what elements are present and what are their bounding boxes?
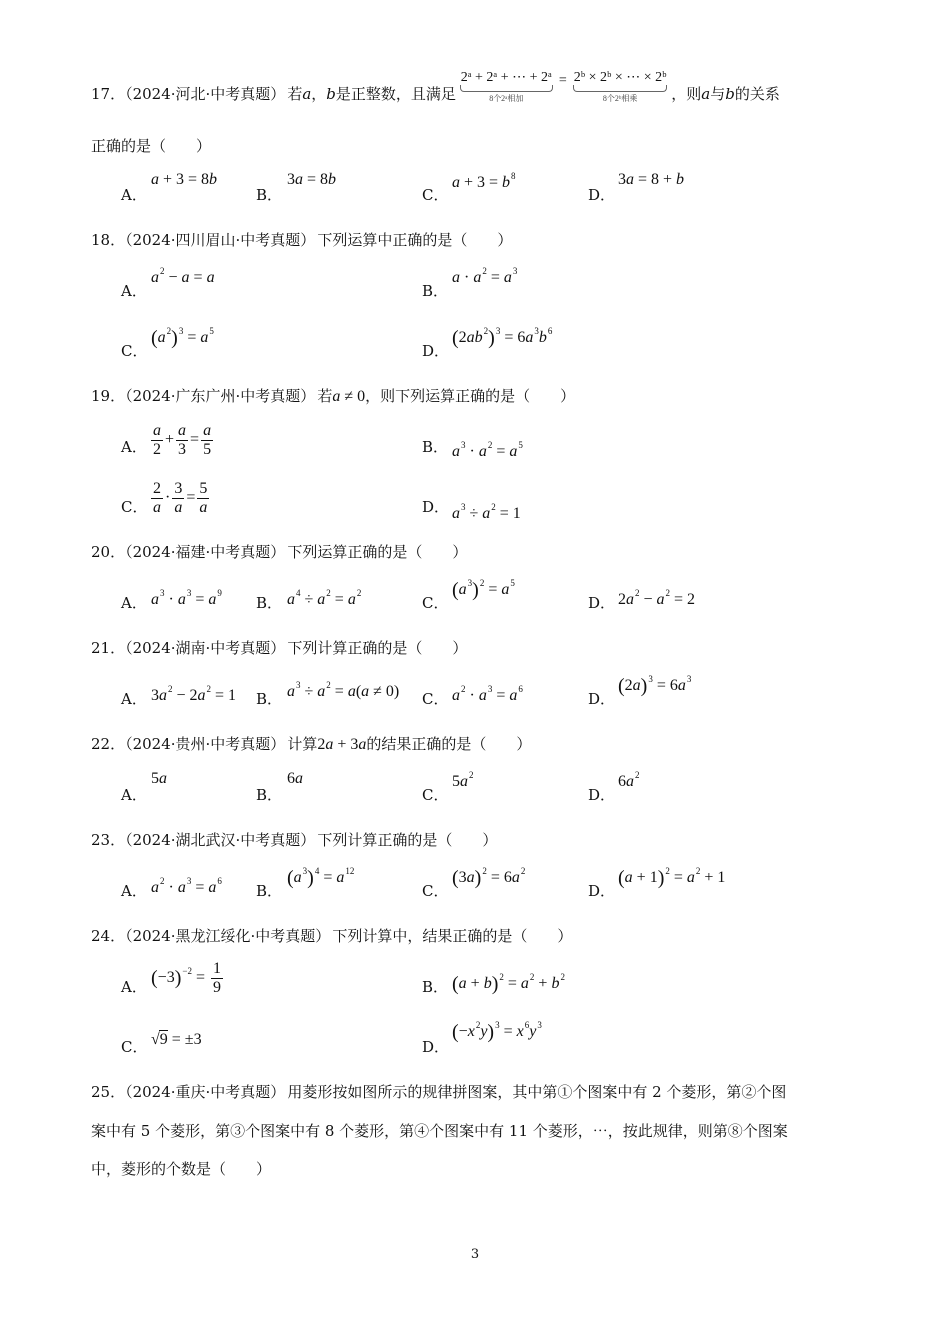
option-label: C． — [422, 882, 449, 900]
option-label: A． — [121, 282, 147, 300]
option-a[interactable]: $(-3)^{-2}$ = $\frac{1}{9}$ — [151, 960, 221, 996]
option-label: A． — [121, 186, 147, 204]
option-d[interactable]: 3a = 8 + b — [618, 171, 685, 188]
option-label: B． — [256, 594, 283, 612]
question-number: 17． — [91, 85, 126, 103]
option-c[interactable]: $(3a)^2 = 6a^2$ — [452, 866, 526, 889]
question-25-line-2: 案中有 5 个菱形，第③个图案中有 8 个菱形，第④个图案中有 11 个菱形，⋯，按此规律，则第⑧个图案 — [91, 1122, 788, 1140]
option-b[interactable]: $a^3 \cdot a^2 = a^5$ — [452, 440, 523, 460]
question-17: 17．（2024·河北·中考真题） 若a，b是正整数，且满足 2ᵃ + 2ᵃ + ⋯ + 2ᵃ 8个2ᵃ相加 = 2ᵇ × 2ᵇ × ⋯ × 2ᵇ 8个2ᵇ相乘 ，则a与b的关系 — [91, 70, 780, 103]
option-label: C． — [422, 786, 449, 804]
option-c[interactable]: $(a^2)^3 = a^5$ — [151, 326, 214, 349]
question-number: 20． — [91, 543, 126, 561]
option-c[interactable]: $a + 3 = b^8$ — [452, 171, 516, 191]
option-label: C． — [422, 186, 449, 204]
option-d[interactable]: $(2a)^3 = 6a^3$ — [618, 674, 692, 697]
option-label: D． — [422, 498, 450, 516]
lhs-underbrace: 2ᵃ + 2ᵃ + ⋯ + 2ᵃ 8个2ᵃ相加 — [460, 70, 552, 103]
option-c[interactable]: $5a^2$ — [452, 770, 474, 790]
option-b[interactable]: $(a + b)^2 = a^2 + b^2$ — [452, 972, 565, 995]
condition: a ≠ 0 — [332, 388, 366, 405]
question-number: 23． — [91, 831, 126, 849]
sum-equation: 2ᵃ + 2ᵃ + ⋯ + 2ᵃ 8个2ᵃ相加 = 2ᵇ × 2ᵇ × ⋯ × 2ᵇ 8个2ᵇ相乘 — [460, 70, 667, 103]
option-a[interactable]: 5a — [151, 770, 167, 787]
option-c[interactable]: $a^2 \cdot a^3 = a^6$ — [452, 684, 523, 704]
option-label: C． — [121, 1038, 148, 1056]
option-label: D． — [422, 1038, 450, 1056]
question-source: （2024·河北·中考真题） — [125, 85, 286, 103]
question-18: 18．（2024·四川眉山·中考真题） 下列运算中正确的是（ ） — [91, 231, 513, 249]
option-label: D． — [588, 882, 616, 900]
option-label: B． — [422, 282, 449, 300]
option-c[interactable]: √9 = ±3 — [151, 1031, 202, 1048]
option-b[interactable]: 3a = 8b — [287, 171, 337, 188]
question-source: （2024·广东广州·中考真题） — [125, 387, 316, 405]
question-source: （2024·湖北武汉·中考真题） — [125, 831, 316, 849]
option-b[interactable]: $(a^3)^4 = a^{12}$ — [287, 866, 355, 889]
option-label: C． — [422, 690, 449, 708]
question-source: （2024·黑龙江绥化·中考真题） — [125, 927, 331, 945]
option-b[interactable]: $a \cdot a^2 = a^3$ — [452, 266, 518, 286]
expression: 2a + 3a — [317, 736, 367, 753]
rhs-underbrace: 2ᵇ × 2ᵇ × ⋯ × 2ᵇ 8个2ᵇ相乘 — [573, 70, 667, 103]
option-a[interactable]: $a^2 - a = a$ — [151, 266, 215, 286]
option-b[interactable]: $a^3 \div a^2 = a(a \ne 0)$ — [287, 680, 400, 700]
option-label: B． — [256, 882, 283, 900]
option-d[interactable]: $a^3 \div a^2 = 1$ — [452, 502, 521, 522]
option-label: B． — [256, 690, 283, 708]
option-label: B． — [422, 438, 449, 456]
question-20: 20．（2024·福建·中考真题） 下列运算正确的是（ ） — [91, 543, 468, 561]
option-label: A． — [121, 882, 147, 900]
option-label: A． — [121, 690, 147, 708]
question-17-continued: 正确的是（ ） — [91, 137, 212, 155]
option-c[interactable]: $(a^3)^2 = a^5$ — [452, 578, 515, 601]
option-label: D． — [588, 594, 616, 612]
option-a[interactable]: $a^3 \cdot a^3 = a^9$ — [151, 588, 222, 608]
option-label: C． — [121, 342, 148, 360]
question-number: 21． — [91, 639, 126, 657]
option-d[interactable]: $(-x^2y)^3 = x^6y^3$ — [452, 1020, 542, 1043]
option-label: D． — [588, 690, 616, 708]
option-label: D． — [588, 786, 616, 804]
option-b[interactable]: $a^4 \div a^2 = a^2$ — [287, 588, 362, 608]
option-label: A． — [121, 594, 147, 612]
question-source: （2024·重庆·中考真题） — [125, 1083, 286, 1101]
option-a[interactable]: $a^2 \cdot a^3 = a^6$ — [151, 876, 222, 896]
option-label: C． — [422, 594, 449, 612]
question-19: 19．（2024·广东广州·中考真题） 若a ≠ 0，则下列运算正确的是（ ） — [91, 387, 576, 405]
question-number: 24． — [91, 927, 126, 945]
option-d[interactable]: $(a + 1)^2 = a^2 + 1$ — [618, 866, 726, 889]
option-label: A． — [121, 438, 147, 456]
question-25: 25．（2024·重庆·中考真题） 用菱形按如图所示的规律拼图案，其中第①个图案中有 2 个菱形，第②个图 — [91, 1083, 787, 1101]
question-22: 22．（2024·贵州·中考真题） 计算2a + 3a的结果正确的是（ ） — [91, 735, 532, 753]
question-number: 19． — [91, 387, 126, 405]
question-source: （2024·四川眉山·中考真题） — [125, 231, 316, 249]
question-source: （2024·贵州·中考真题） — [125, 735, 286, 753]
page-number: 3 — [470, 1247, 480, 1262]
question-source: （2024·湖南·中考真题） — [125, 639, 286, 657]
option-d[interactable]: $(2ab^2)^3 = 6a^3b^6$ — [452, 326, 553, 349]
option-c[interactable]: $\frac{2}{a}$ · $\frac{3}{a}$ = $\frac{5}{a}$ — [153, 480, 208, 516]
option-label: B． — [422, 978, 449, 996]
option-label: B． — [256, 186, 283, 204]
option-d[interactable]: $2a^2 - a^2 = 2$ — [618, 588, 696, 608]
option-label: C． — [121, 498, 148, 516]
option-label: B． — [256, 786, 283, 804]
question-number: 18． — [91, 231, 126, 249]
option-label: A． — [121, 978, 147, 996]
option-d[interactable]: $6a^2$ — [618, 770, 640, 790]
option-label: D． — [422, 342, 450, 360]
option-a[interactable]: $\frac{a}{2}$ + $\frac{a}{3}$ = $\frac{a}{5}$ — [153, 422, 212, 458]
question-24: 24．（2024·黑龙江绥化·中考真题） 下列计算中，结果正确的是（ ） — [91, 927, 573, 945]
question-21: 21．（2024·湖南·中考真题） 下列计算正确的是（ ） — [91, 639, 468, 657]
option-label: A． — [121, 786, 147, 804]
option-a[interactable]: $3a^2 - 2a^2 = 1$ — [151, 684, 237, 704]
question-25-line-3: 中，菱形的个数是（ ） — [91, 1160, 272, 1178]
question-23: 23．（2024·湖北武汉·中考真题） 下列计算正确的是（ ） — [91, 831, 498, 849]
question-source: （2024·福建·中考真题） — [125, 543, 286, 561]
question-number: 22． — [91, 735, 126, 753]
option-b[interactable]: 6a — [287, 770, 303, 787]
question-number: 25． — [91, 1083, 126, 1101]
option-label: D． — [588, 186, 616, 204]
option-a[interactable]: a + 3 = 8b — [151, 171, 218, 188]
